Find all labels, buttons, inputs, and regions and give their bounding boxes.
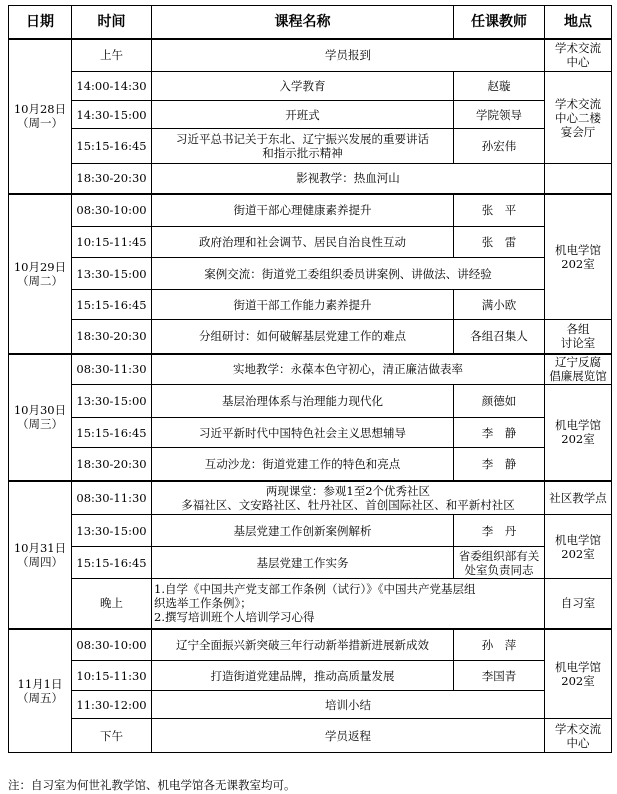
time-cell: 18:30-20:30 bbox=[72, 164, 152, 194]
course-cell: 习近平新时代中国特色社会主义思想辅导 bbox=[152, 418, 454, 448]
location-cell: 学术交流 中心 bbox=[545, 719, 612, 753]
table-row bbox=[9, 227, 612, 258]
time-cell: 15:15-16:45 bbox=[72, 418, 152, 448]
table-row bbox=[9, 661, 612, 691]
course-cell: 1.自学《中国共产党支部工作条例（试行）》《中国共产党基层组 织选举工作条例》； 2.撰写培训班个人培训学习心得 bbox=[152, 579, 545, 629]
location-cell: 各组 讨论室 bbox=[545, 320, 612, 354]
header-teacher: 任课教师 bbox=[454, 6, 545, 39]
teacher-cell: 省委组织部有关 处室负责同志 bbox=[454, 547, 545, 579]
course-cell: 学员返程 bbox=[152, 719, 545, 753]
header-date: 日期 bbox=[9, 6, 72, 39]
table-row bbox=[9, 448, 612, 481]
table-row bbox=[9, 547, 612, 579]
course-cell: 案例交流：街道党工委组织委员讲案例、讲做法、讲经验 bbox=[152, 258, 545, 290]
time-cell: 11:30-12:00 bbox=[72, 691, 152, 719]
teacher-cell: 张 平 bbox=[454, 194, 545, 227]
location-cell: 机电学馆 202室 bbox=[545, 629, 612, 719]
course-cell: 互动沙龙：街道党建工作的特色和亮点 bbox=[152, 448, 454, 481]
time-cell: 13:30-15:00 bbox=[72, 258, 152, 290]
table-row bbox=[9, 481, 612, 515]
time-cell: 14:00-14:30 bbox=[72, 72, 152, 101]
teacher-cell: 各组召集人 bbox=[454, 320, 545, 354]
schedule-table bbox=[8, 5, 612, 753]
time-cell: 上午 bbox=[72, 39, 152, 72]
date-cell: 11月1日 （周五） bbox=[9, 629, 72, 753]
time-cell: 下午 bbox=[72, 719, 152, 753]
teacher-cell: 赵璇 bbox=[454, 72, 545, 101]
date-cell: 10月28日 （周一） bbox=[9, 39, 72, 194]
time-cell: 18:30-20:30 bbox=[72, 320, 152, 354]
table-row bbox=[9, 129, 612, 164]
teacher-cell: 孙宏伟 bbox=[454, 129, 545, 164]
time-cell: 14:30-15:00 bbox=[72, 101, 152, 129]
time-cell: 10:15-11:30 bbox=[72, 661, 152, 691]
table-row bbox=[9, 515, 612, 547]
table-row bbox=[9, 385, 612, 418]
time-cell: 15:15-16:45 bbox=[72, 547, 152, 579]
date-cell: 10月31日 （周四） bbox=[9, 481, 72, 629]
course-cell: 基层党建工作创新案例解析 bbox=[152, 515, 454, 547]
location-cell bbox=[545, 164, 612, 194]
course-cell: 学员报到 bbox=[152, 39, 545, 72]
time-cell: 08:30-10:00 bbox=[72, 194, 152, 227]
location-cell: 辽宁反腐 倡廉展览馆 bbox=[545, 354, 612, 385]
time-cell: 10:15-11:45 bbox=[72, 227, 152, 258]
table-row bbox=[9, 258, 612, 290]
time-cell: 08:30-11:30 bbox=[72, 481, 152, 515]
course-cell: 两现课堂：参观1至2个优秀社区 多福社区、文安路社区、牡丹社区、首创国际社区、和平新村社区 bbox=[152, 481, 545, 515]
date-cell: 10月30日 （周三） bbox=[9, 354, 72, 481]
teacher-cell: 孙 萍 bbox=[454, 629, 545, 661]
course-cell: 入学教育 bbox=[152, 72, 454, 101]
header-location: 地点 bbox=[545, 6, 612, 39]
table-row bbox=[9, 72, 612, 101]
teacher-cell: 颜德如 bbox=[454, 385, 545, 418]
location-cell: 机电学馆 202室 bbox=[545, 385, 612, 481]
table-row bbox=[9, 290, 612, 320]
course-cell: 基层党建工作实务 bbox=[152, 547, 454, 579]
table-row bbox=[9, 320, 612, 354]
location-cell: 自习室 bbox=[545, 579, 612, 629]
footnote: 注：自习室为何世礼教学馆、机电学馆各无课教室均可。 bbox=[8, 778, 296, 792]
course-cell: 基层治理体系与治理能力现代化 bbox=[152, 385, 454, 418]
header-course: 课程名称 bbox=[152, 6, 454, 39]
teacher-cell: 李国青 bbox=[454, 661, 545, 691]
teacher-cell: 满小欧 bbox=[454, 290, 545, 320]
teacher-cell: 张 雷 bbox=[454, 227, 545, 258]
time-cell: 08:30-11:30 bbox=[72, 354, 152, 385]
course-cell: 辽宁全面振兴新突破三年行动新举措新进展新成效 bbox=[152, 629, 454, 661]
time-cell: 18:30-20:30 bbox=[72, 448, 152, 481]
table-row bbox=[9, 629, 612, 661]
table-row bbox=[9, 579, 612, 629]
teacher-cell: 李 丹 bbox=[454, 515, 545, 547]
table-row bbox=[9, 194, 612, 227]
course-cell: 习近平总书记关于东北、辽宁振兴发展的重要讲话 和指示批示精神 bbox=[152, 129, 454, 164]
course-cell: 影视教学：热血河山 bbox=[152, 164, 545, 194]
time-cell: 15:15-16:45 bbox=[72, 129, 152, 164]
teacher-cell: 李 静 bbox=[454, 418, 545, 448]
teacher-cell: 李 静 bbox=[454, 448, 545, 481]
table-row bbox=[9, 164, 612, 194]
course-cell: 街道干部工作能力素养提升 bbox=[152, 290, 454, 320]
time-cell: 晚上 bbox=[72, 579, 152, 629]
time-cell: 13:30-15:00 bbox=[72, 515, 152, 547]
location-cell: 社区教学点 bbox=[545, 481, 612, 515]
time-cell: 08:30-10:00 bbox=[72, 629, 152, 661]
location-cell: 机电学馆 202室 bbox=[545, 194, 612, 320]
table-row bbox=[9, 418, 612, 448]
location-cell: 机电学馆 202室 bbox=[545, 515, 612, 579]
location-cell: 学术交流 中心二楼 宴会厅 bbox=[545, 72, 612, 164]
table-row bbox=[9, 354, 612, 385]
table-row bbox=[9, 719, 612, 753]
table-row bbox=[9, 691, 612, 719]
course-cell: 实地教学：永葆本色守初心，清正廉洁做表率 bbox=[152, 354, 545, 385]
course-cell: 街道干部心理健康素养提升 bbox=[152, 194, 454, 227]
course-cell: 培训小结 bbox=[152, 691, 545, 719]
time-cell: 15:15-16:45 bbox=[72, 290, 152, 320]
course-cell: 打造街道党建品牌，推动高质量发展 bbox=[152, 661, 454, 691]
time-cell: 13:30-15:00 bbox=[72, 385, 152, 418]
table-row bbox=[9, 39, 612, 72]
course-cell: 政府治理和社会调节、居民自治良性互动 bbox=[152, 227, 454, 258]
header-time: 时间 bbox=[72, 6, 152, 39]
course-cell: 分组研讨：如何破解基层党建工作的难点 bbox=[152, 320, 454, 354]
table-row bbox=[9, 101, 612, 129]
teacher-cell: 学院领导 bbox=[454, 101, 545, 129]
course-cell: 开班式 bbox=[152, 101, 454, 129]
date-cell: 10月29日 （周二） bbox=[9, 194, 72, 354]
header-row bbox=[9, 6, 612, 39]
location-cell: 学术交流 中心 bbox=[545, 39, 612, 72]
